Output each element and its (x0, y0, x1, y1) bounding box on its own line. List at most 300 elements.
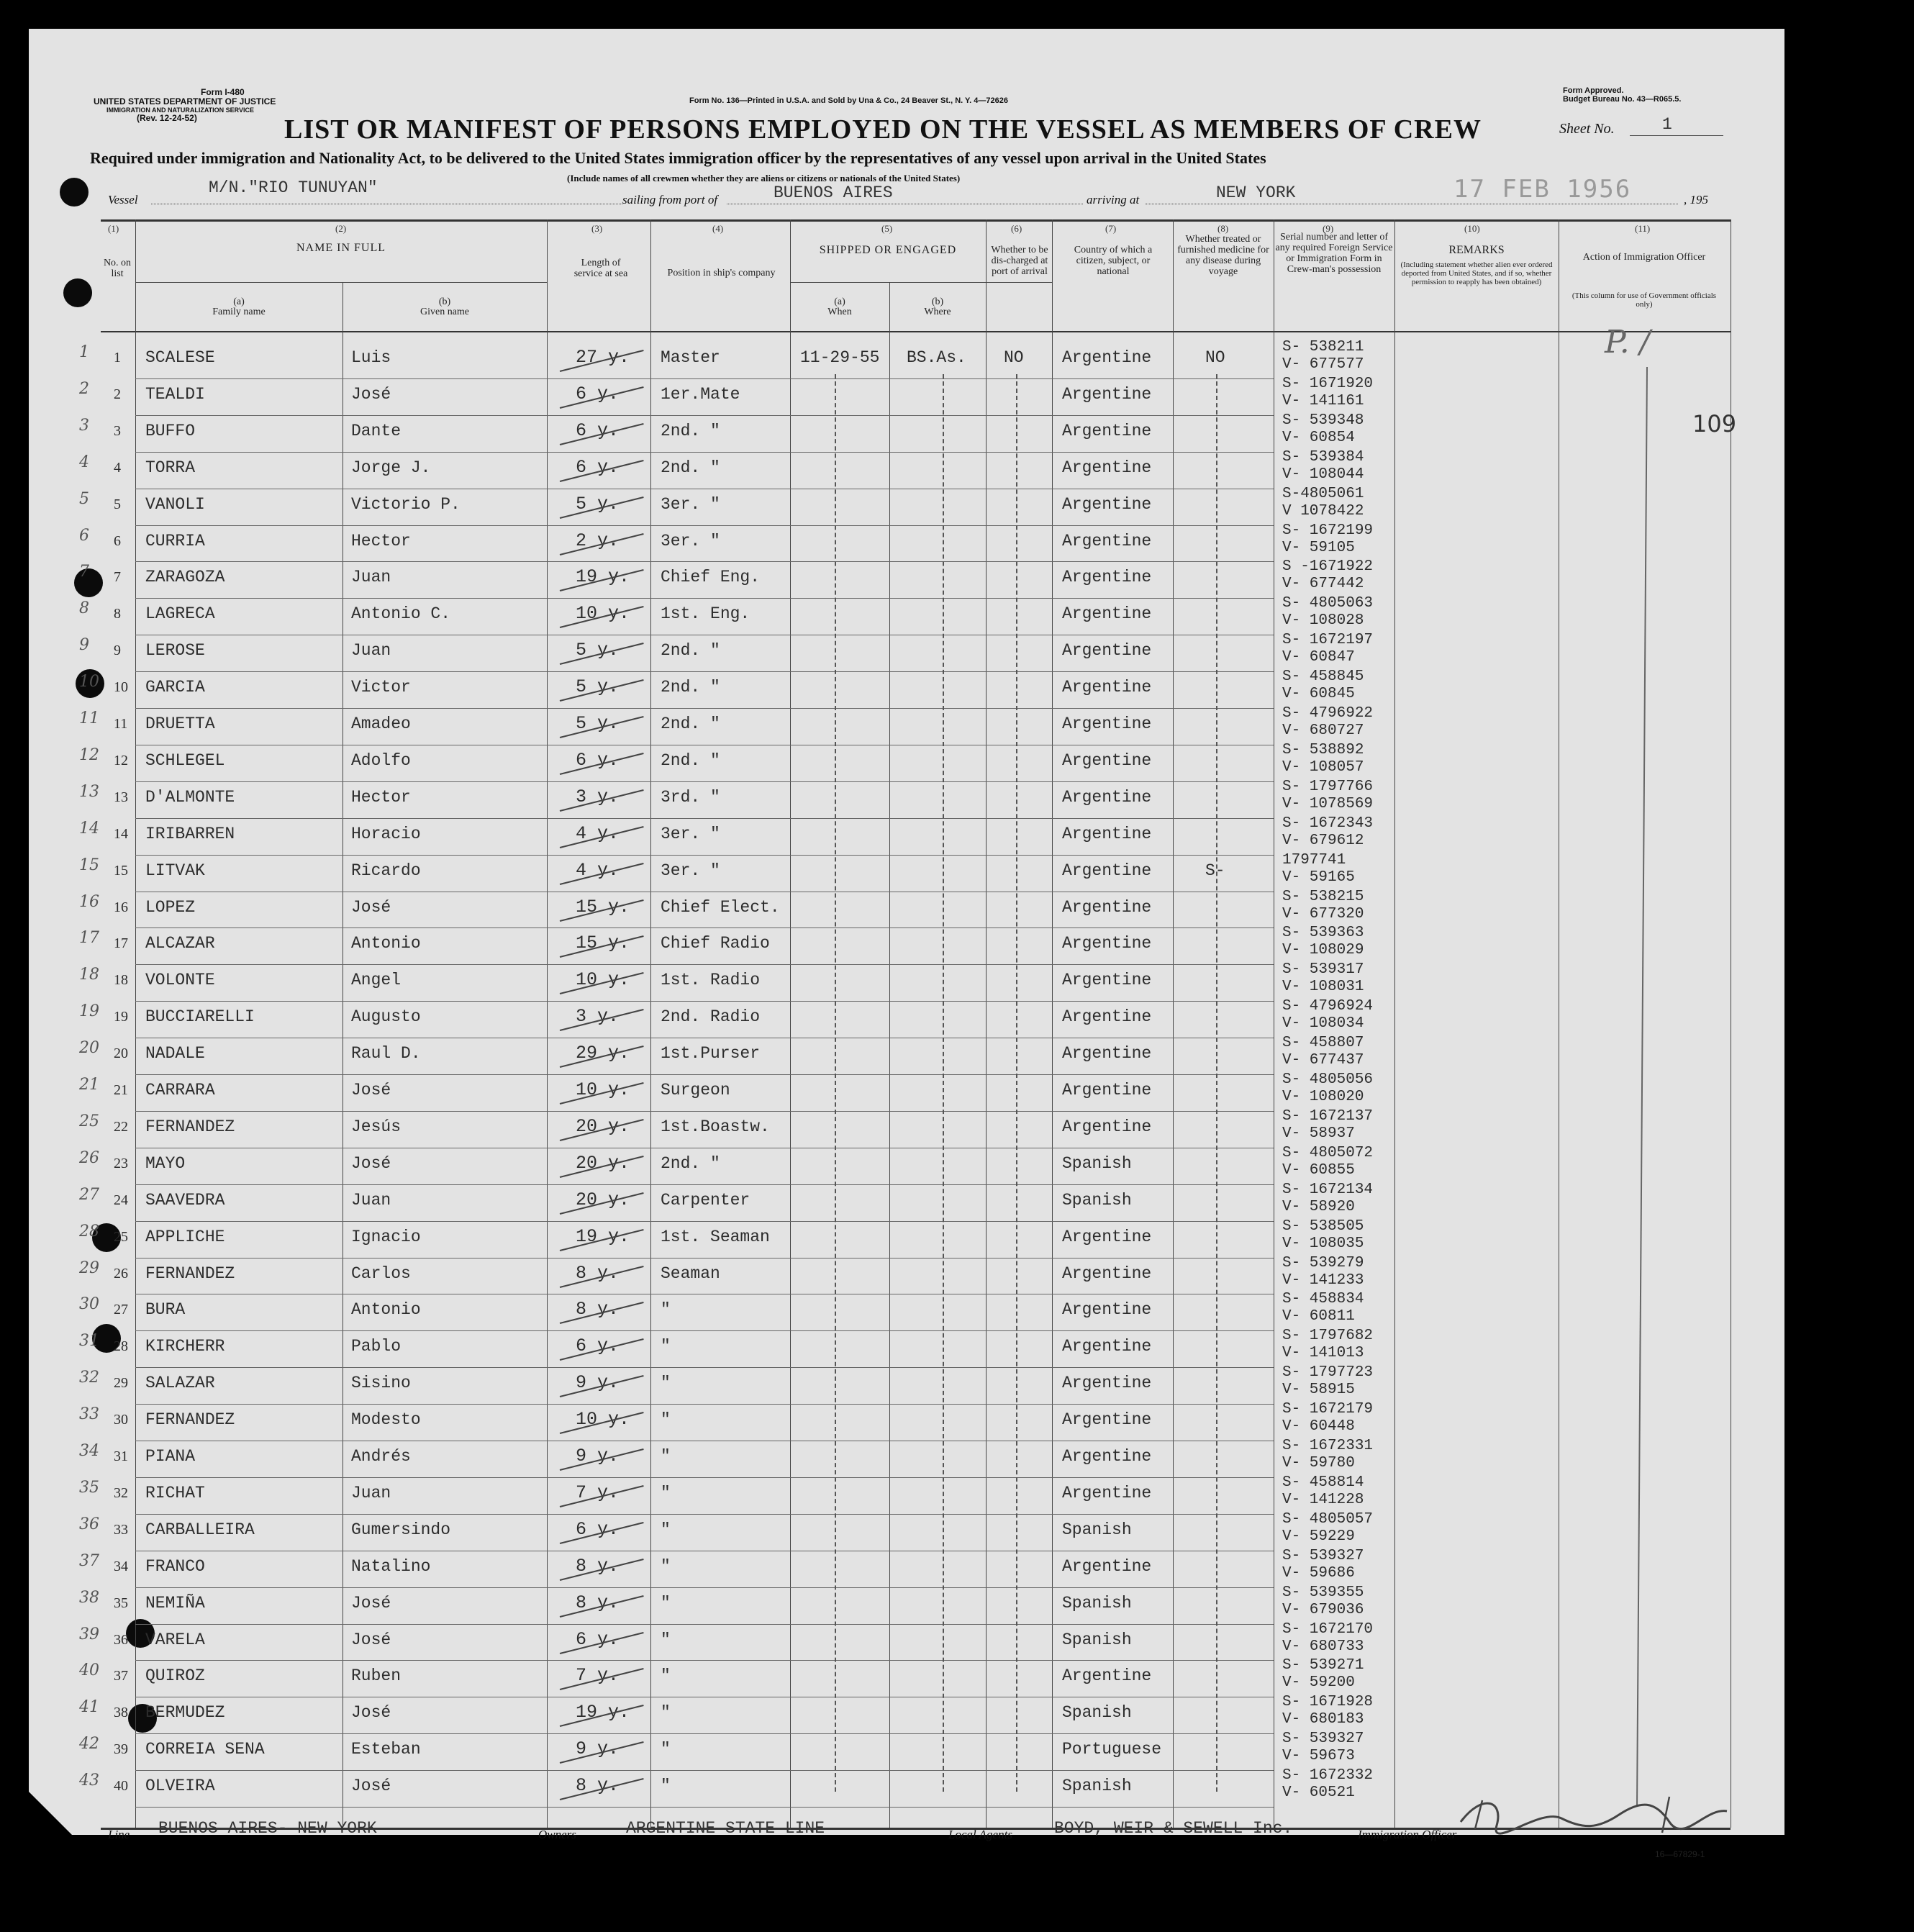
cell-given-name: Juan (351, 641, 391, 660)
cell-serial-v: V- 141161 (1282, 393, 1364, 409)
department: UNITED STATES DEPARTMENT OF JUSTICE (94, 96, 276, 106)
cell-serial-s: S- 539327 (1282, 1731, 1364, 1747)
cell-row-number: 11 (114, 716, 128, 732)
cell-row-number: 13 (114, 789, 128, 805)
cell-serial-s: S- 458834 (1282, 1291, 1364, 1307)
cell-serial-v: V- 58915 (1282, 1382, 1355, 1398)
handwritten-number: 7 (79, 563, 89, 581)
punch-hole (60, 178, 89, 207)
cell-serial-v: V- 108031 (1282, 979, 1364, 995)
col-number: (5) (881, 223, 893, 234)
handwritten-number: 21 (79, 1076, 99, 1094)
cell-serial-v: V- 108057 (1282, 759, 1364, 776)
cell-length-of-service: 10 y. (576, 1409, 630, 1430)
col-number: (6) (1011, 223, 1022, 234)
cell-row-number: 4 (114, 460, 121, 476)
cell-country: Argentine (1062, 1117, 1152, 1136)
cell-family-name: LEROSE (145, 641, 205, 660)
arriving-label: arriving at (1087, 193, 1140, 207)
cell-serial-s: S- 458807 (1282, 1035, 1364, 1051)
cell-country: Spanish (1062, 1777, 1132, 1795)
cell-country: Argentine (1062, 348, 1152, 367)
cell-position: Chief Eng. (661, 568, 761, 586)
cell-position: 2nd. " (661, 751, 720, 770)
cell-family-name: FRANCO (145, 1557, 205, 1576)
cell-length-of-service: 20 y. (576, 1189, 630, 1210)
cell-country: Argentine (1062, 971, 1152, 989)
cell-country: Argentine (1062, 934, 1152, 953)
cell-length-of-service: 20 y. (576, 1116, 630, 1137)
cell-serial-s: 1797741 (1282, 852, 1346, 869)
cell-serial-s: S- 458814 (1282, 1474, 1364, 1491)
cell-position: " (661, 1777, 671, 1795)
cell-position: 2nd. " (661, 678, 720, 697)
cell-family-name: SCALESE (145, 348, 215, 367)
cell-given-name: Ignacio (351, 1228, 421, 1246)
cell-given-name: José (351, 1154, 391, 1173)
handwritten-number: 12 (79, 746, 99, 764)
cell-length-of-service: 19 y. (576, 1226, 630, 1247)
vessel-name: M/N."RIO TUNUYAN" (209, 178, 378, 197)
col-number: (4) (712, 223, 724, 234)
cell-length-of-service: 6 y. (576, 457, 620, 478)
cell-position: 2nd. " (661, 458, 720, 477)
cell-length-of-service: 4 y. (576, 860, 620, 881)
cell-serial-v: V- 60521 (1282, 1784, 1355, 1801)
cell-row-number: 37 (114, 1668, 128, 1684)
cell-position: Seaman (661, 1264, 720, 1283)
cell-given-name: Dante (351, 422, 402, 440)
cell-length-of-service: 9 y. (576, 1446, 620, 1466)
cell-family-name: CURRIA (145, 532, 205, 550)
cell-row-number: 32 (114, 1485, 128, 1501)
col-number: (8) (1217, 223, 1229, 234)
header-serial: Serial number and letter of any required Foreign Service or Immigration Form in Crew-man's possession (1275, 232, 1393, 275)
cell-serial-s: S- 1671920 (1282, 376, 1374, 392)
cell-serial-s: S- 1672197 (1282, 632, 1374, 648)
vessel-label: Vessel (108, 193, 138, 207)
cell-row-number: 15 (114, 863, 128, 879)
cell-family-name: FERNANDEZ (145, 1117, 235, 1136)
handwritten-number: 28 (79, 1223, 99, 1241)
footer-officer-label: Immigration Officer (1358, 1828, 1457, 1841)
cell-given-name: Horacio (351, 825, 421, 843)
handwritten-number: 32 (79, 1369, 99, 1387)
cell-row-number: 28 (114, 1338, 128, 1354)
cell-length-of-service: 10 y. (576, 969, 630, 990)
cell-country: Argentine (1062, 458, 1152, 477)
cell-position: 3er. " (661, 495, 720, 514)
cell-serial-s: S- 4805072 (1282, 1145, 1374, 1161)
cell-country: Portuguese (1062, 1740, 1162, 1759)
cell-position: Surgeon (661, 1081, 730, 1099)
cell-family-name: LOPEZ (145, 898, 196, 917)
cell-serial-s: S- 4805063 (1282, 595, 1374, 612)
handwritten-number: 9 (79, 636, 89, 654)
cell-position: " (661, 1337, 671, 1356)
cell-position: 2nd. " (661, 641, 720, 660)
cell-position: " (661, 1740, 671, 1759)
handwritten-number: 37 (79, 1552, 99, 1570)
printer-note: Form No. 136—Printed in U.S.A. and Sold by Una & Co., 24 Beaver St., N. Y. 4—72626 (689, 96, 1008, 105)
cell-length-of-service: 8 y. (576, 1592, 620, 1613)
cell-serial-s: S- 1671928 (1282, 1694, 1374, 1710)
cell-serial-s: S- 1672137 (1282, 1108, 1374, 1125)
cell-serial-v: V- 680183 (1282, 1711, 1364, 1728)
handwritten-number: 1 (79, 343, 89, 361)
handwritten-number: 41 (79, 1698, 99, 1716)
cell-row-number: 2 (114, 386, 121, 402)
cell-serial-v: V 1078422 (1282, 503, 1364, 520)
footer-line: BUENOS AIRES- NEW YORK (158, 1819, 377, 1838)
cell-length-of-service: 3 y. (576, 1006, 620, 1027)
cell-serial-v: V- 141228 (1282, 1492, 1364, 1508)
footer-owners-label: Owners (538, 1828, 576, 1841)
header-discharged: Whether to be dis-charged at port of arrival (991, 245, 1048, 277)
cell-country: Argentine (1062, 1300, 1152, 1319)
cell-length-of-service: 7 y. (576, 1665, 620, 1686)
cell-serial-s: S- 1672343 (1282, 815, 1374, 832)
col-number: (10) (1464, 223, 1480, 234)
cell-length-of-service: 27 y. (576, 347, 630, 368)
cell-position: Chief Radio (661, 934, 770, 953)
cell-serial-v: V- 1078569 (1282, 796, 1374, 812)
cell-serial-s: S- 538211 (1282, 339, 1364, 355)
cell-serial-s: S -1671922 (1282, 558, 1374, 575)
cell-country: Argentine (1062, 532, 1152, 550)
header-treated: Whether treated or furnished medicine for any disease during voyage (1177, 234, 1269, 277)
cell-serial-s: S- 538892 (1282, 742, 1364, 758)
arrival-port: NEW YORK (1216, 183, 1296, 202)
cell-country: Argentine (1062, 1484, 1152, 1502)
cell-row-number: 17 (114, 935, 128, 951)
cell-serial-v: V- 59165 (1282, 869, 1355, 886)
revision: (Rev. 12-24-52) (137, 113, 197, 123)
cell-serial-v: V- 677442 (1282, 576, 1364, 592)
cell-length-of-service: 19 y. (576, 566, 630, 587)
cell-family-name: NEMIÑA (145, 1594, 205, 1613)
officer-initial: P. / (1605, 324, 1651, 360)
cell-country: Argentine (1062, 1557, 1152, 1576)
cell-serial-s: S- 1797682 (1282, 1328, 1374, 1344)
cell-row-number: 34 (114, 1559, 128, 1574)
cell-serial-v: V- 58920 (1282, 1199, 1355, 1215)
cell-given-name: Natalino (351, 1557, 431, 1576)
cell-serial-s: S- 4796924 (1282, 998, 1374, 1015)
page-title: LIST OR MANIFEST OF PERSONS EMPLOYED ON THE VESSEL AS MEMBERS OF CREW (284, 114, 1482, 145)
cell-row-number: 26 (114, 1266, 128, 1282)
handwritten-number: 10 (79, 673, 99, 691)
cell-length-of-service: 4 y. (576, 823, 620, 844)
cell-position: " (661, 1410, 671, 1429)
cell-length-of-service: 19 y. (576, 1702, 630, 1723)
cell-serial-s: S- 1672179 (1282, 1401, 1374, 1418)
cell-serial-v: V- 59686 (1282, 1565, 1355, 1582)
cell-length-of-service: 6 y. (576, 1519, 620, 1540)
cell-serial-s: S-4805061 (1282, 486, 1364, 502)
cell-given-name: José (351, 1081, 391, 1099)
cell-country: Argentine (1062, 604, 1152, 623)
cell-row-number: 21 (114, 1082, 128, 1098)
cell-country: Argentine (1062, 641, 1152, 660)
cell-family-name: SCHLEGEL (145, 751, 225, 770)
cell-length-of-service: 15 y. (576, 897, 630, 917)
cell-country: Argentine (1062, 495, 1152, 514)
cell-length-of-service: 7 y. (576, 1482, 620, 1503)
cell-country: Spanish (1062, 1191, 1132, 1210)
sailing-label: sailing from port of (622, 193, 718, 207)
handwritten-number: 35 (79, 1479, 99, 1497)
cell-serial-v: V- 60845 (1282, 686, 1355, 702)
sailing-port: BUENOS AIRES (774, 183, 893, 202)
handwritten-number: 19 (79, 1002, 99, 1020)
cell-given-name: Esteban (351, 1740, 421, 1759)
cell-row-number: 30 (114, 1412, 128, 1428)
cell-serial-v: V- 59673 (1282, 1748, 1355, 1764)
cell-family-name: ZARAGOZA (145, 568, 225, 586)
cell-row-number: 5 (114, 496, 121, 512)
sheet-number: 1 (1662, 115, 1672, 134)
cell-serial-s: S- 4805057 (1282, 1511, 1374, 1528)
cell-row-number: 33 (114, 1522, 128, 1538)
cell-length-of-service: 6 y. (576, 750, 620, 771)
cell-row-number: 6 (114, 533, 121, 549)
cell-family-name: D'ALMONTE (145, 788, 235, 807)
cell-given-name: Victorio P. (351, 495, 461, 514)
cell-serial-v: V- 680733 (1282, 1638, 1364, 1655)
cell-row-number: 16 (114, 899, 128, 915)
cell-serial-s: S- 1797766 (1282, 779, 1374, 795)
handwritten-number: 43 (79, 1772, 99, 1790)
cell-country: Argentine (1062, 1374, 1152, 1392)
cell-serial-v: V- 108034 (1282, 1015, 1364, 1032)
header-given-letter: (b) (438, 296, 451, 307)
cell-given-name: José (351, 898, 391, 917)
cell-given-name: Antonio (351, 934, 421, 953)
cell-country: Argentine (1062, 788, 1152, 807)
cell-given-name: Ruben (351, 1666, 402, 1685)
cell-when-engaged: 11-29-55 (800, 348, 880, 367)
cell-length-of-service: 29 y. (576, 1043, 630, 1063)
date-stamp: 17 FEB 1956 (1453, 175, 1632, 204)
cell-country: Spanish (1062, 1594, 1132, 1613)
handwritten-number: 34 (79, 1442, 99, 1460)
cell-given-name: Antonio (351, 1300, 421, 1319)
cell-length-of-service: 20 y. (576, 1153, 630, 1174)
cell-serial-s: S- 4805056 (1282, 1071, 1374, 1088)
cell-position: 2nd. Radio (661, 1007, 761, 1026)
cell-where-engaged: BS.As. (907, 348, 966, 367)
cell-country: Argentine (1062, 385, 1152, 404)
cell-length-of-service: 6 y. (576, 1335, 620, 1356)
cell-serial-v: V- 677437 (1282, 1052, 1364, 1069)
cell-position: 3er. " (661, 825, 720, 843)
cell-country: Argentine (1062, 1447, 1152, 1466)
cell-given-name: Andrés (351, 1447, 411, 1466)
form-approved: Form Approved. (1563, 86, 1624, 95)
cell-given-name: José (351, 385, 391, 404)
cell-given-name: Juan (351, 1484, 391, 1502)
cell-length-of-service: 5 y. (576, 713, 620, 734)
col-number: (1) (108, 223, 119, 234)
cell-family-name: NADALE (145, 1044, 205, 1063)
header-remarks-note: (Including statement whether alien ever ordered deported from United States, and if so, whether permission to reapply has been obtained) (1400, 260, 1553, 286)
handwritten-number: 3 (79, 417, 89, 435)
handwritten-number: 6 (79, 527, 89, 545)
cell-position: " (661, 1447, 671, 1466)
header-where: Where (924, 307, 951, 317)
cell-position: 1st.Purser (661, 1044, 761, 1063)
col-number: (3) (591, 223, 603, 234)
handwritten-number: 31 (79, 1332, 99, 1350)
handwritten-number: 40 (79, 1661, 99, 1679)
cell-country: Argentine (1062, 715, 1152, 733)
cell-row-number: 19 (114, 1009, 128, 1025)
header-no-on-list: No. on list (103, 258, 132, 279)
cell-given-name: Gumersindo (351, 1520, 451, 1539)
cell-serial-v: V- 58937 (1282, 1125, 1355, 1142)
cell-row-number: 40 (114, 1778, 128, 1794)
cell-position: 2nd. " (661, 715, 720, 733)
cell-row-number: 9 (114, 643, 121, 658)
cell-serial-s: S- 539327 (1282, 1548, 1364, 1564)
cell-length-of-service: 10 y. (576, 603, 630, 624)
cell-family-name: QUIROZ (145, 1666, 205, 1685)
handwritten-number: 42 (79, 1735, 99, 1753)
cell-serial-s: S- 539348 (1282, 412, 1364, 429)
cell-row-number: 38 (114, 1705, 128, 1720)
cell-given-name: Adolfo (351, 751, 411, 770)
year-label: , 195 (1684, 193, 1708, 207)
form-code: 16—67829-1 (1655, 1849, 1705, 1859)
cell-given-name: Juan (351, 1191, 391, 1210)
cell-serial-v: V- 141013 (1282, 1345, 1364, 1361)
handwritten-number: 14 (79, 820, 99, 838)
header-length: Length of service at sea (573, 258, 628, 279)
cell-serial-s: S- 539355 (1282, 1584, 1364, 1601)
header-action: Action of Immigration Officer (1582, 252, 1706, 263)
cell-serial-v: V- 108020 (1282, 1089, 1364, 1105)
cell-given-name: José (351, 1631, 391, 1649)
handwritten-number: 38 (79, 1589, 99, 1607)
cell-country: Argentine (1062, 678, 1152, 697)
cell-row-number: 18 (114, 972, 128, 988)
cell-country: Argentine (1062, 1410, 1152, 1429)
cell-position: 1st. Seaman (661, 1228, 770, 1246)
handwritten-number: 8 (79, 599, 89, 617)
header-remarks: REMARKS (1448, 244, 1505, 256)
cell-length-of-service: 6 y. (576, 384, 620, 404)
handwritten-number: 39 (79, 1625, 99, 1643)
cell-given-name: Carlos (351, 1264, 411, 1283)
cell-country: Argentine (1062, 1264, 1152, 1283)
cell-row-number: 36 (114, 1632, 128, 1648)
cell-position: " (661, 1520, 671, 1539)
handwritten-number: 30 (79, 1295, 99, 1313)
cell-serial-v: V- 108028 (1282, 612, 1364, 629)
handwritten-number: 18 (79, 966, 99, 984)
cell-row-number: 22 (114, 1119, 128, 1135)
col-number: (11) (1635, 223, 1651, 234)
footer-agents: BOYD, WEIR & SEWELL Inc. (1054, 1819, 1293, 1838)
cell-given-name: Ricardo (351, 861, 421, 880)
cell-serial-v: V- 108044 (1282, 466, 1364, 483)
handwritten-number: 33 (79, 1405, 99, 1423)
cell-country: Argentine (1062, 1228, 1152, 1246)
cell-serial-v: V- 60448 (1282, 1418, 1355, 1435)
cell-row-number: 20 (114, 1046, 128, 1061)
header-position: Position in ship's company (667, 268, 776, 278)
cell-country: Argentine (1062, 898, 1152, 917)
col-number: (7) (1105, 223, 1117, 234)
cell-serial-s: S- 1672332 (1282, 1767, 1374, 1784)
sheet-label: Sheet No. (1559, 121, 1615, 137)
cell-position: " (661, 1557, 671, 1576)
cell-serial-s: S- 538215 (1282, 889, 1364, 905)
header-when-letter: (a) (834, 296, 845, 307)
cell-position: " (661, 1374, 671, 1392)
cell-position: 3er. " (661, 861, 720, 880)
cell-position: 1er.Mate (661, 385, 740, 404)
cell-serial-s: S- 1672170 (1282, 1621, 1374, 1638)
form-number: Form I-480 (201, 87, 245, 97)
cell-given-name: Raul D. (351, 1044, 421, 1063)
cell-position: " (661, 1631, 671, 1649)
cell-family-name: CARRARA (145, 1081, 215, 1099)
cell-position: " (661, 1300, 671, 1319)
handwritten-number: 5 (79, 490, 89, 508)
cell-position: 1st. Radio (661, 971, 761, 989)
cell-family-name: BUCCIARELLI (145, 1007, 255, 1026)
cell-family-name: VANOLI (145, 495, 205, 514)
cell-given-name: Juan (351, 568, 391, 586)
cell-length-of-service: 2 y. (576, 530, 620, 551)
cell-serial-s: S- 538505 (1282, 1218, 1364, 1235)
footer-agents-label: Local Agents (948, 1828, 1012, 1841)
cell-country: Argentine (1062, 1007, 1152, 1026)
header-when: When (827, 307, 852, 317)
officer-signature (1453, 1786, 1741, 1843)
cell-length-of-service: 9 y. (576, 1738, 620, 1759)
cell-family-name: BURA (145, 1300, 186, 1319)
handwritten-number: 27 (79, 1186, 99, 1204)
cell-row-number: 25 (114, 1229, 128, 1245)
cell-position: 3rd. " (661, 788, 720, 807)
cell-country: Argentine (1062, 751, 1152, 770)
cell-serial-s: S- 1797723 (1282, 1364, 1374, 1381)
cell-country: Spanish (1062, 1154, 1132, 1173)
cell-serial-v: V- 677320 (1282, 906, 1364, 922)
header-name-in-full: NAME IN FULL (296, 242, 386, 254)
cell-family-name: CARBALLEIRA (145, 1520, 255, 1539)
cell-row-number: 24 (114, 1192, 128, 1208)
cell-family-name: TEALDI (145, 385, 205, 404)
cell-given-name: Jorge J. (351, 458, 431, 477)
cell-given-name: Victor (351, 678, 411, 697)
footer-line-label: Line (108, 1828, 130, 1841)
cell-serial-v: V- 108029 (1282, 942, 1364, 958)
cell-row-number: 7 (114, 569, 121, 585)
cell-country: Argentine (1062, 1044, 1152, 1063)
header-where-letter: (b) (931, 296, 944, 307)
cell-family-name: FERNANDEZ (145, 1264, 235, 1283)
header-action-note: (This column for use of Government officials only) (1571, 291, 1717, 309)
cell-serial-s: S- 1672331 (1282, 1438, 1374, 1454)
cell-length-of-service: 6 y. (576, 420, 620, 441)
cell-country: Argentine (1062, 1337, 1152, 1356)
header-family-name: Family name (212, 307, 266, 317)
cell-position: 2nd. " (661, 422, 720, 440)
